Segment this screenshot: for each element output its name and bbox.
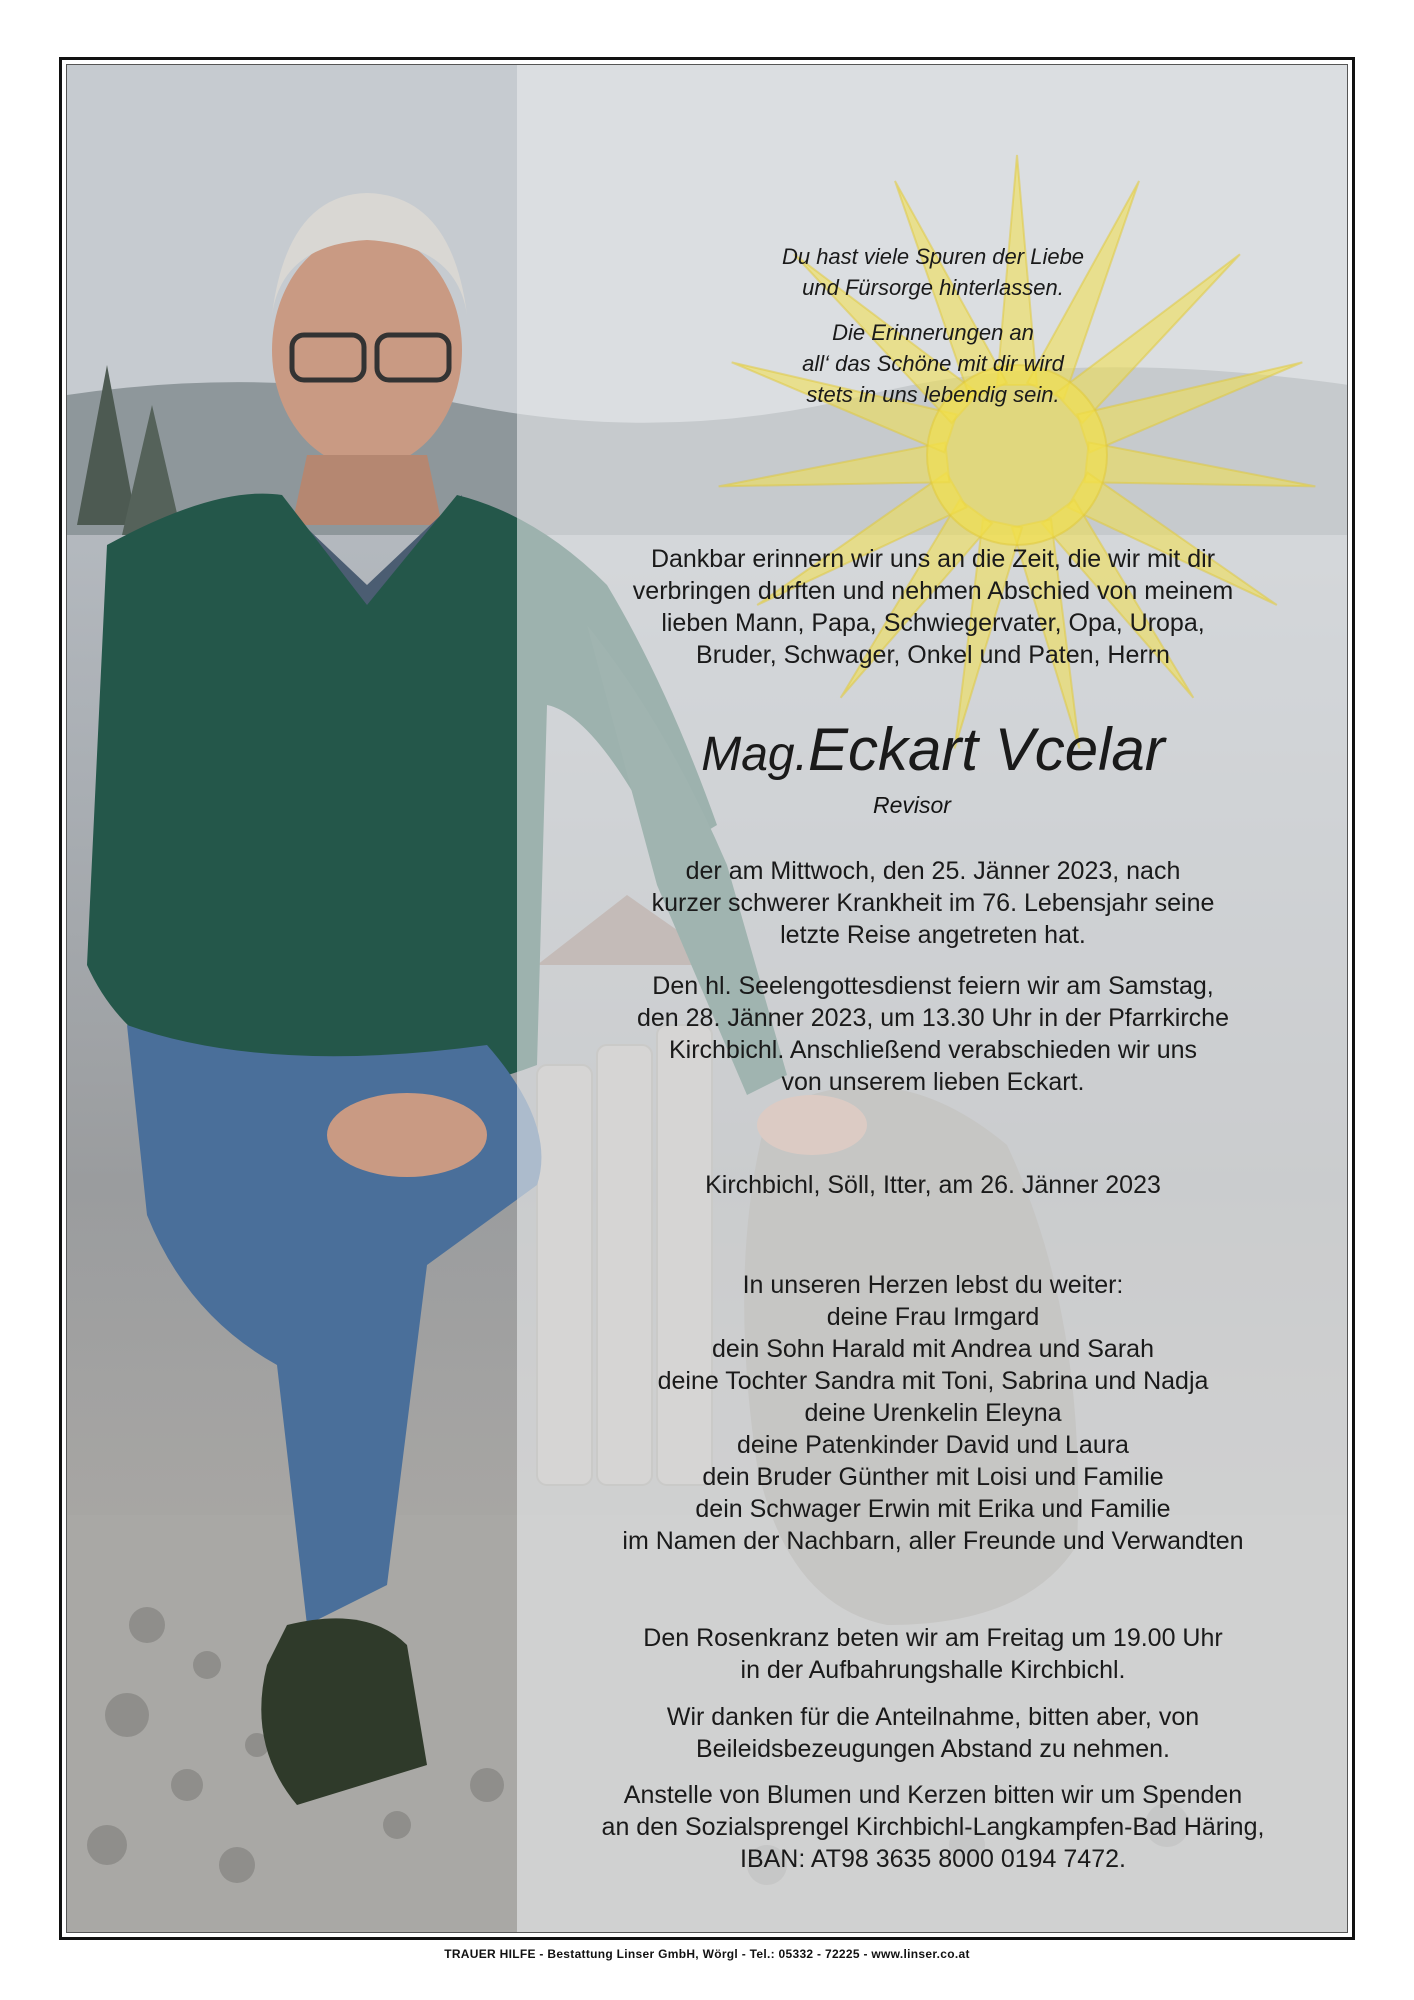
mourner-item: deine Urenkelin Eleyna: [804, 1399, 1062, 1427]
mourner-item: deine Tochter Sandra mit Toni, Sabrina und Nadja: [657, 1367, 1209, 1395]
mourners-heading: In unseren Herzen lebst du weiter:: [742, 1271, 1124, 1299]
mourner-item: deine Frau Irmgard: [826, 1303, 1040, 1331]
service-line: den 28. Jänner 2023, um 13.30 Uhr in der Pfarrkirche: [636, 1004, 1229, 1032]
donation-line: Anstelle von Blumen und Kerzen bitten wir um Spenden: [623, 1781, 1243, 1809]
quote-line: und Fürsorge hinterlassen.: [802, 275, 1064, 300]
notice-line: der am Mittwoch, den 25. Jänner 2023, nach: [685, 857, 1181, 885]
death-notice: [517, 855, 1348, 951]
thanks-line: Beileidsbezeugungen Abstand zu nehmen.: [696, 1735, 1170, 1763]
full-name: Eckart Vcelar: [807, 716, 1165, 783]
place-date: Kirchbichl, Söll, Itter, am 26. Jänner 2023: [705, 1171, 1161, 1199]
intro-text: [517, 543, 1348, 671]
intro-line: lieben Mann, Papa, Schwiegervater, Opa, Uropa,: [661, 609, 1205, 637]
quote-line: stets in uns lebendig sein.: [806, 382, 1060, 407]
intro-line: Bruder, Schwager, Onkel und Paten, Herrn: [696, 641, 1170, 669]
rosary-line: Den Rosenkranz beten wir am Freitag um 19.00 Uhr: [643, 1624, 1223, 1652]
rosary-line: in der Aufbahrungshalle Kirchbichl.: [740, 1656, 1126, 1684]
service-line: von unserem lieben Eckart.: [781, 1068, 1085, 1096]
mourner-item: dein Schwager Erwin mit Erika und Familie: [695, 1495, 1171, 1523]
notice-frame: [66, 64, 1348, 1933]
rosary-info: [517, 1622, 1348, 1686]
donation-line: IBAN: AT98 3635 8000 0194 7472.: [740, 1845, 1126, 1873]
notice-line: kurzer schwerer Krankheit im 76. Lebensjahr seine: [651, 889, 1215, 917]
mourner-item: dein Bruder Günther mit Loisi und Familie: [702, 1463, 1164, 1491]
mourner-item: deine Patenkinder David und Laura: [737, 1431, 1129, 1459]
mourners-list: [517, 1269, 1348, 1557]
title-prefix: Mag.: [701, 728, 808, 781]
service-info: [517, 970, 1348, 1098]
deceased-name: [517, 715, 1348, 790]
service-line: Kirchbichl. Anschließend verabschieden wir uns: [668, 1036, 1198, 1064]
notice-line: letzte Reise angetreten hat.: [780, 921, 1086, 949]
thanks-note: [517, 1701, 1348, 1765]
mourner-item: dein Sohn Harald mit Andrea und Sarah: [712, 1335, 1154, 1363]
memorial-quote: [517, 241, 1348, 410]
mourner-item: im Namen der Nachbarn, aller Freunde und Verwandten: [622, 1527, 1244, 1555]
service-line: Den hl. Seelengottesdienst feiern wir am Samstag,: [652, 972, 1214, 1000]
intro-line: Dankbar erinnern wir uns an die Zeit, die wir mit dir: [650, 545, 1216, 573]
quote-line: all‘ das Schöne mit dir wird: [802, 351, 1064, 376]
sun-decoration: [707, 125, 1327, 790]
intro-line: verbringen durften und nehmen Abschied von meinem: [632, 577, 1234, 605]
profession: Revisor: [873, 792, 951, 818]
quote-line: Die Erinnerungen an: [832, 320, 1034, 345]
donation-line: an den Sozialsprengel Kirchbichl-Langkampfen-Bad Häring,: [601, 1813, 1265, 1841]
funeral-home-footer: TRAUER HILFE - Bestattung Linser GmbH, Wörgl - Tel.: 05332 - 72225 - www.linser.co.at: [444, 1947, 970, 1961]
quote-line: Du hast viele Spuren der Liebe: [781, 244, 1085, 269]
donation-request: [517, 1779, 1348, 1875]
thanks-line: Wir danken für die Anteilnahme, bitten aber, von: [666, 1703, 1200, 1731]
